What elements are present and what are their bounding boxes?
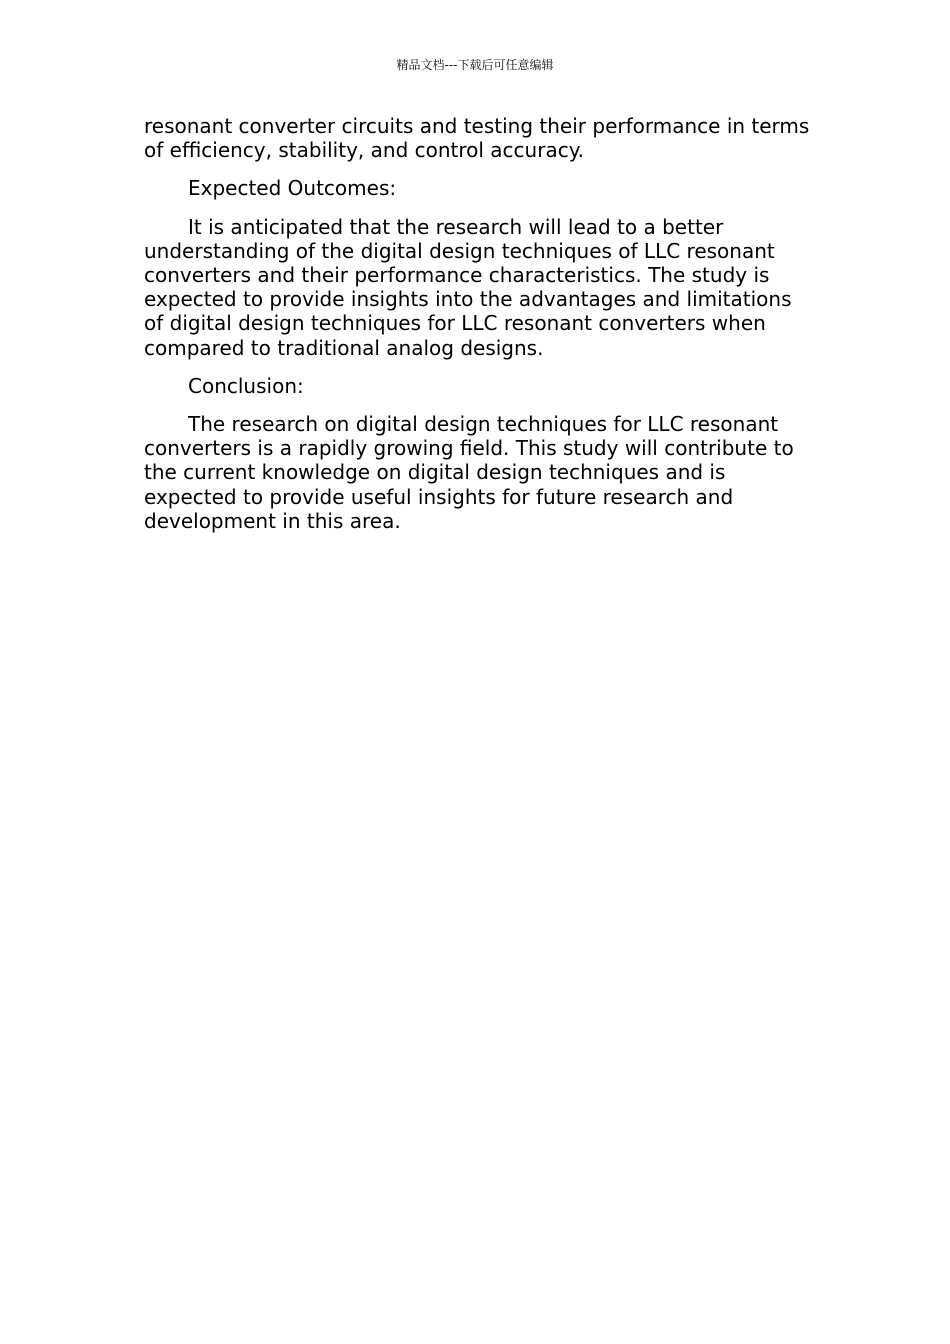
heading-expected-outcomes: Expected Outcomes: (188, 176, 397, 201)
paragraph-continuation: resonant converter circuits and testing their performance in terms of efficiency, stability, and control accuracy. (144, 114, 810, 163)
page-header-watermark: 精品文档---下载后可任意编辑 (396, 58, 554, 72)
paragraph-expected-outcomes: It is anticipated that the research will lead to a better understanding of the digital design techniques of LLC resonant converters and their performance characteristics. The study is expected to provide insights into the advantages and limitations of digital design techniques for LLC resonant converters when compared to traditional analog designs. (144, 214, 792, 360)
heading-conclusion: Conclusion: (188, 373, 304, 398)
paragraph-conclusion: The research on digital design techniques for LLC resonant converters is a rapidly growing field. This study will contribute to the current knowledge on digital design techniques and is expected to provide useful insights for future research and development in this area. (144, 412, 794, 533)
document-body (144, 114, 816, 547)
